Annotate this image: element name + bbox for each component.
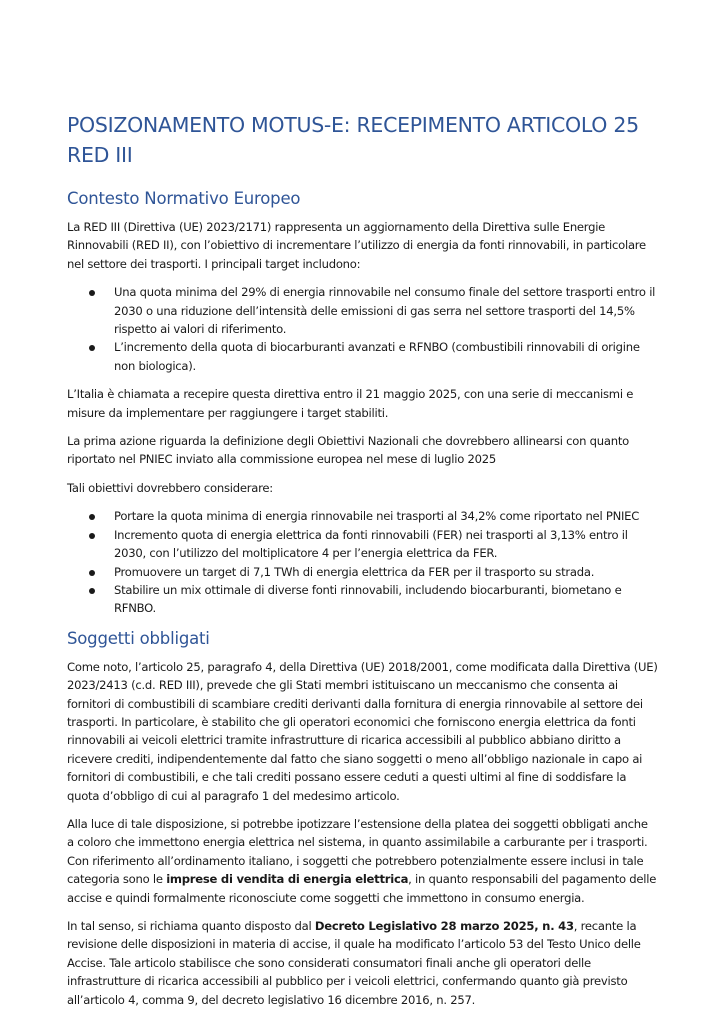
list-item bbox=[114, 507, 658, 525]
paragraph-obiettivi-intro: Tali obiettivi dovrebbero considerare: bbox=[67, 480, 273, 495]
list-item-text: Una quota minima del 29% di energia rinnovabile nel consumo finale del settore trasporti entro il 2030 o una riduzione dell’intensità delle emissioni di gas serra nel settore trasporti del 14,5% rispetto ai valori di riferimento. bbox=[114, 285, 656, 337]
list-item-text: Incremento quota di energia elettrica da fonti rinnovabili (FER) nei trasporti al 3,13% entro il 2030, con l’utilizzo del moltiplicatore 4 per l’energia elettrica da FER. bbox=[114, 527, 628, 561]
text-run: In tal senso, si richiama quanto disposto dal bbox=[67, 919, 315, 933]
list-item-text: Promuovere un target di 7,1 TWh di energia elettrica da FER per il trasporto su strada. bbox=[114, 564, 595, 579]
paragraph-recepimento: L’Italia è chiamata a recepire questa direttiva entro il 21 maggio 2025, con una serie di meccanismi e misure da implementare per raggiungere i target stabiliti. bbox=[67, 387, 634, 420]
text-run: , in quanto responsabili del pagamento delle accise e quindi formalmente riconosciute come soggetti che immettono in consumo energia. bbox=[67, 872, 657, 905]
list-item bbox=[114, 563, 658, 581]
list-item bbox=[114, 338, 658, 375]
objectives-list bbox=[67, 507, 658, 617]
paragraph-decreto bbox=[67, 917, 658, 1009]
page-title: POSIZONAMENTO MOTUS-E: RECEPIMENTO ARTICOLO 25 RED III bbox=[67, 113, 639, 167]
paragraph-prima-azione: La prima azione riguarda la definizione degli Obiettivi Nazionali che dovrebbero allinearsi con quanto riportato nel PNIEC inviato alla commissione europea nel mese di luglio 2025 bbox=[67, 434, 629, 467]
text-run: Alla luce di tale disposizione, si potrebbe ipotizzare l’estensione della platea dei soggetti obbligati anche a coloro che immettono energia elettrica nel sistema, in quanto assimilabile a carburante per i trasporti. Con riferimento all’ordinamento italiano, i soggetti che potrebbero potenzialmente essere inclusi in tale categoria sono le bbox=[67, 816, 648, 887]
list-item-text: L’incremento della quota di biocarburanti avanzati e RFNBO (combustibili rinnovabili di origine non biologica). bbox=[114, 340, 640, 373]
list-item-text: Portare la quota minima di energia rinnovabile nei trasporti al 34,2% come riportato nel PNIEC bbox=[114, 509, 640, 524]
paragraph-intro: La RED III (Direttiva (UE) 2023/2171) rappresenta un aggiornamento della Direttiva sulle Energie Rinnovabili (RED II), con l’obiettivo di incrementare l’utilizzo di energia da fonti rinnovabili, in particolare nel settore dei trasporti. I principali target includono: bbox=[67, 220, 646, 271]
paragraph-articolo-25: Come noto, l’articolo 25, paragrafo 4, della Direttiva (UE) 2018/2001, come modificata dalla Direttiva (UE) 2023/2413 (c.d. RED III), prevede che gli Stati membri istituiscano un meccanismo che consenta ai fornitori di combustibili di scambiare crediti derivanti dalla fornitura di energia rinnovabile al settore dei trasporti. In particolare, è stabilito che gli operatori economici che forniscono energia elettrica da fonti rinnovabili ai veicoli elettrici tramite infrastrutture di ricarica accessibili al pubblico abbiano diritto a ricevere crediti, indipendentemente dal fatto che siano soggetti o meno all’obbligo nazionale in capo ai fornitori di combustibili, e che tali crediti possano essere ceduti a questi ultimi al fine di soddisfare la quota d’obbligo di cui al paragrafo 1 del medesimo articolo. bbox=[67, 659, 658, 803]
bullet-icon bbox=[89, 533, 95, 539]
list-item bbox=[114, 283, 658, 338]
bullet-icon bbox=[89, 588, 95, 594]
section-heading-contesto: Contesto Normativo Europeo bbox=[67, 189, 301, 208]
targets-list bbox=[67, 283, 658, 375]
bullet-icon bbox=[89, 290, 95, 296]
list-item bbox=[114, 526, 658, 563]
bullet-icon bbox=[89, 570, 95, 576]
list-item bbox=[114, 581, 658, 618]
list-item-text: Stabilire un mix ottimale di diverse fonti rinnovabili, includendo biocarburanti, biometano e RFNBO. bbox=[114, 582, 622, 616]
text-run: , recante la revisione delle disposizioni in materia di accise, il quale ha modificato l’articolo 53 del Testo Unico delle Accise. Tale articolo stabilisce che sono considerati consumatori finali anche gli operatori delle infrastrutture di ricarica accessibili al pubblico per i veicoli elettrici, confermando quanto già previsto all’articolo 4, comma 9, del decreto legislativo 16 dicembre 2016, n. 257. bbox=[67, 919, 641, 1007]
bullet-icon bbox=[89, 514, 95, 520]
bold-text-run: imprese di vendita di energia elettrica bbox=[166, 872, 409, 887]
section-heading-soggetti: Soggetti obbligati bbox=[67, 628, 210, 648]
bold-text-run: Decreto Legislativo 28 marzo 2025, n. 43 bbox=[314, 919, 574, 933]
paragraph-platea-obbligati bbox=[67, 815, 658, 907]
bullet-icon bbox=[89, 345, 95, 351]
